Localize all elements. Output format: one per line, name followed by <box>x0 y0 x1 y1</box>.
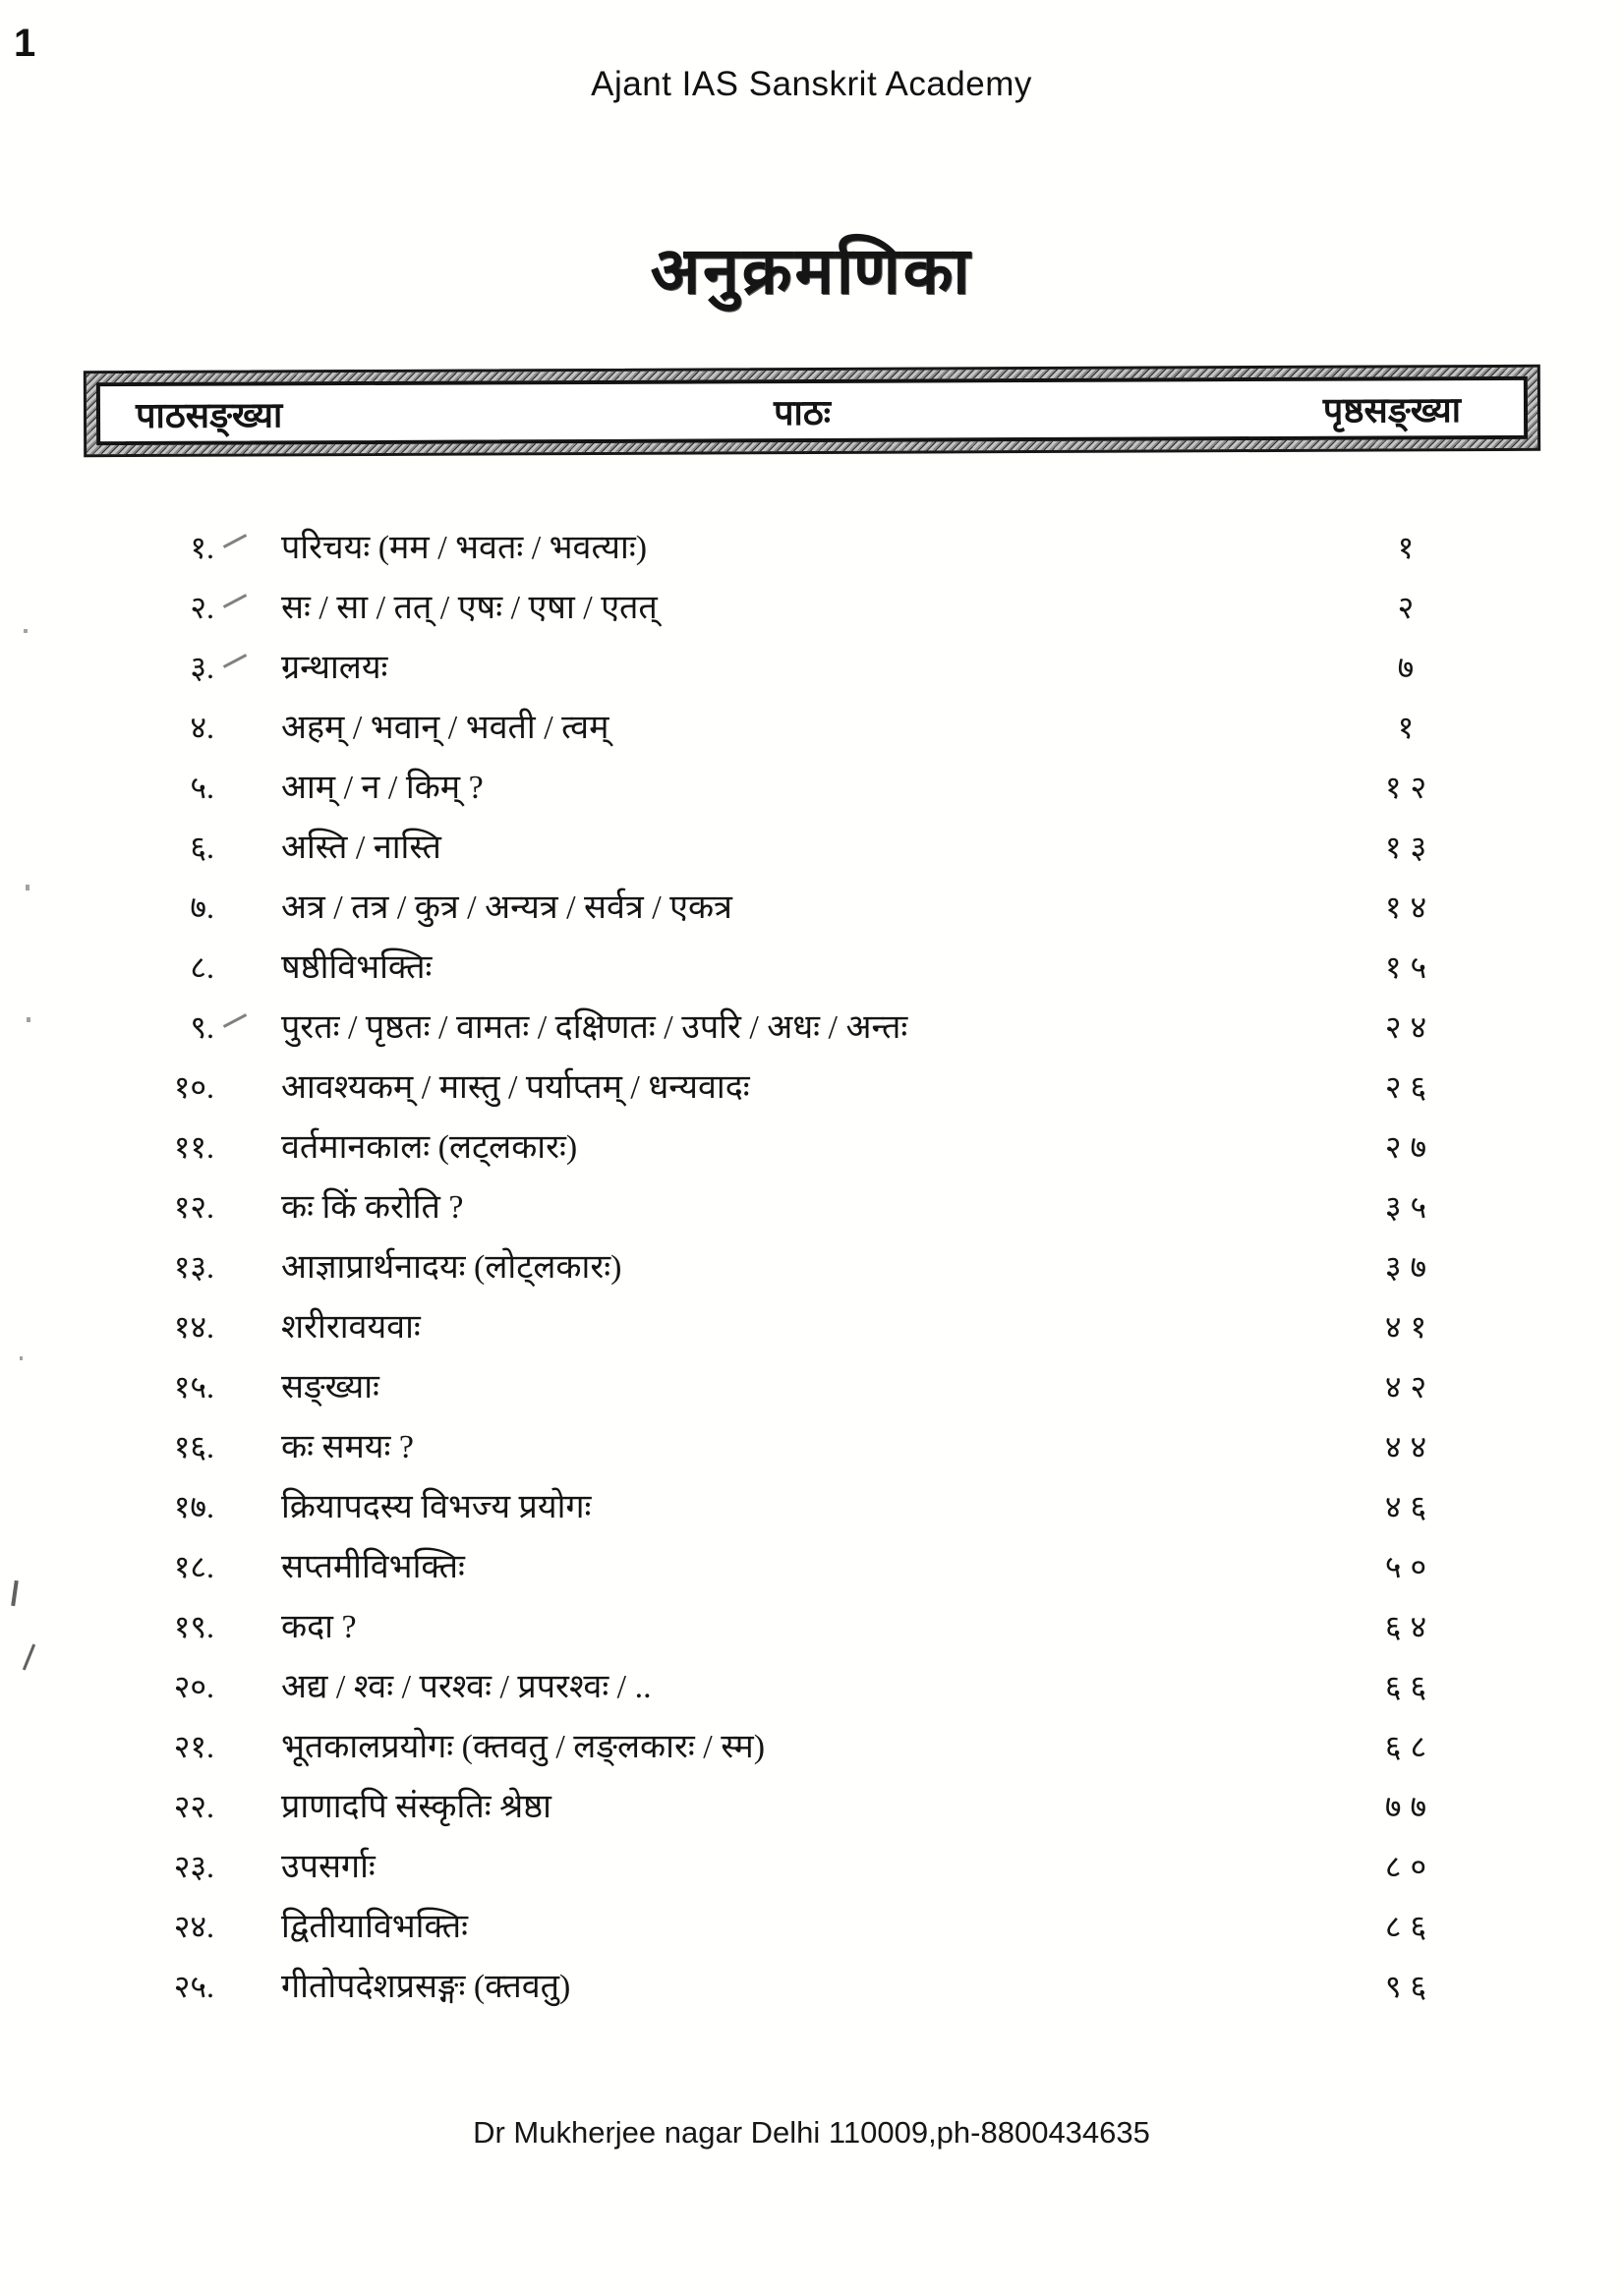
column-header-lesson-number: पाठसङ्ख्या <box>135 394 283 435</box>
page-number: २ <box>1397 590 1423 625</box>
page-number: ४६ <box>1384 1489 1436 1524</box>
lesson-number: २५. <box>173 1969 214 2004</box>
lesson-number: २०. <box>173 1669 214 1704</box>
lesson-title: अद्य / श्वः / परश्वः / प्रपरश्वः / .. <box>281 1669 652 1705</box>
table-row <box>116 1362 1484 1422</box>
lesson-title: कः समयः ? <box>281 1429 414 1465</box>
table-row <box>116 1902 1484 1962</box>
page-number: १५ <box>1384 949 1436 985</box>
pencil-stray-mark <box>23 1643 35 1670</box>
lesson-number: ३. <box>116 646 214 688</box>
page-number: ३७ <box>1384 1249 1436 1285</box>
lesson-number: २२. <box>173 1789 214 1824</box>
lesson-title: कः किं करोति ? <box>281 1189 464 1226</box>
lesson-number: १६. <box>173 1429 214 1464</box>
pencil-stray-mark <box>11 1580 19 1606</box>
lesson-number: १९. <box>173 1609 214 1644</box>
page-number: ६८ <box>1384 1729 1436 1764</box>
table-row <box>116 1962 1484 2022</box>
scan-speck <box>27 1017 30 1022</box>
lesson-number: १२. <box>173 1189 214 1225</box>
page-number: १ <box>1397 710 1423 745</box>
lesson-number: २३. <box>173 1849 214 1884</box>
page-number: २७ <box>1384 1129 1436 1165</box>
table-row <box>116 523 1484 583</box>
pencil-tick-mark <box>223 1013 247 1028</box>
lesson-title: प्राणादपि संस्कृतिः श्रेष्ठा <box>281 1789 551 1825</box>
page-number: १३ <box>1384 830 1436 865</box>
page-number: ४१ <box>1384 1309 1436 1345</box>
lesson-number: १८. <box>173 1549 214 1584</box>
lesson-title: आवश्यकम् / मास्तु / पर्याप्तम् / धन्यवादः <box>281 1069 750 1106</box>
lesson-title: अत्र / तत्र / कुत्र / अन्यत्र / सर्वत्र / एकत्र <box>281 890 732 926</box>
lesson-title: सप्तमीविभक्तिः <box>281 1549 465 1585</box>
scan-speck <box>24 629 28 633</box>
pencil-tick-mark <box>223 654 247 668</box>
table-row <box>116 1422 1484 1482</box>
table-row <box>116 1302 1484 1362</box>
scan-speck <box>20 1356 23 1360</box>
lesson-number: १४. <box>173 1309 214 1345</box>
page-number: ६४ <box>1384 1609 1436 1644</box>
table-row <box>116 1182 1484 1242</box>
page-number: ८० <box>1384 1849 1436 1884</box>
lesson-title: अस्ति / नास्ति <box>281 830 441 866</box>
lesson-title: परिचयः (मम / भवतः / भवत्याः) <box>281 530 648 566</box>
page-number: ६६ <box>1384 1669 1436 1704</box>
table-row <box>116 1242 1484 1302</box>
lesson-number: १३. <box>173 1249 214 1285</box>
lesson-title: भूतकालप्रयोगः (क्तवतु / लङ्लकारः / स्म) <box>281 1729 766 1765</box>
lesson-number: १०. <box>173 1069 214 1105</box>
page-number: ७ <box>1397 650 1423 685</box>
toc-row-list <box>116 523 1484 2022</box>
table-header-box <box>84 365 1540 457</box>
lesson-title: वर्तमानकालः (लट्लकारः) <box>281 1129 578 1166</box>
lesson-title: आज्ञाप्रार्थनादयः (लोट्लकारः) <box>281 1249 622 1286</box>
table-row <box>116 1003 1484 1062</box>
lesson-number: १५. <box>173 1369 214 1405</box>
lesson-title: द्वितीयाविभक्तिः <box>281 1909 468 1945</box>
lesson-number: १७. <box>173 1489 214 1524</box>
table-header-row <box>96 376 1528 445</box>
table-row <box>116 1722 1484 1782</box>
lesson-number: ८. <box>190 949 214 985</box>
lesson-title: सः / सा / तत् / एषः / एषा / एतत् <box>281 590 658 626</box>
page-number: ८६ <box>1384 1909 1436 1944</box>
table-row <box>116 1662 1484 1722</box>
page-number: ४२ <box>1384 1369 1436 1405</box>
lesson-title: ग्रन्थालयः <box>281 650 388 686</box>
page-number: १२ <box>1384 770 1436 805</box>
table-row <box>116 643 1484 703</box>
page-number: १४ <box>1384 890 1436 925</box>
page-title: अनुक्रमणिका <box>650 236 973 308</box>
table-row <box>116 703 1484 763</box>
lesson-title: पुरतः / पृष्ठतः / वामतः / दक्षिणतः / उपरि / अधः / अन्तः <box>281 1009 908 1046</box>
page-number: ५० <box>1384 1549 1436 1584</box>
table-row <box>116 943 1484 1003</box>
lesson-number: २. <box>116 586 214 628</box>
lesson-title: उपसर्गाः <box>281 1849 376 1885</box>
lesson-number: १. <box>116 526 214 568</box>
page-number: १ <box>1397 530 1423 565</box>
table-row <box>116 763 1484 823</box>
lesson-number: ११. <box>173 1129 214 1165</box>
page-number: ७७ <box>1384 1789 1436 1824</box>
lesson-number: २१. <box>173 1729 214 1764</box>
lesson-title: षष्ठीविभक्तिः <box>281 949 433 986</box>
lesson-title: सङ्ख्याः <box>281 1369 379 1406</box>
page-number: २६ <box>1384 1069 1436 1105</box>
lesson-number: ४. <box>190 710 214 745</box>
page-number: ३५ <box>1384 1189 1436 1225</box>
page-number: २४ <box>1384 1009 1436 1045</box>
lesson-title: शरीरावयवाः <box>281 1309 421 1346</box>
lesson-title: कदा ? <box>281 1609 357 1645</box>
lesson-number: ५. <box>190 770 214 805</box>
lesson-number: ६. <box>190 830 214 865</box>
scan-speck <box>26 885 29 890</box>
table-row <box>116 1602 1484 1662</box>
page-number: ९६ <box>1384 1969 1436 2004</box>
table-row <box>116 883 1484 943</box>
lesson-title: क्रियापदस्य विभज्य प्रयोगः <box>281 1489 592 1525</box>
table-row <box>116 823 1484 883</box>
lesson-number: ९. <box>116 1005 214 1048</box>
table-row <box>116 583 1484 643</box>
lesson-number: २४. <box>173 1909 214 1944</box>
academy-name-header: Ajant IAS Sanskrit Academy <box>591 65 1032 103</box>
lesson-number: ७. <box>190 890 214 925</box>
table-row <box>116 1122 1484 1182</box>
column-header-page-number: पृष्ठसङ्ख्या <box>1322 389 1462 430</box>
column-header-lesson: पाठः <box>773 392 832 432</box>
table-row <box>116 1842 1484 1902</box>
lesson-title: अहम् / भवान् / भवती / त्वम् <box>281 710 609 746</box>
table-row <box>116 1482 1484 1542</box>
lesson-title: गीतोपदेशप्रसङ्गः (क्तवतु) <box>281 1969 571 2005</box>
pencil-tick-mark <box>223 594 247 608</box>
lesson-title: आम् / न / किम् ? <box>281 770 484 806</box>
page-number: ४४ <box>1384 1429 1436 1464</box>
table-row <box>116 1782 1484 1842</box>
table-row <box>116 1062 1484 1122</box>
table-row <box>116 1542 1484 1602</box>
pencil-tick-mark <box>223 534 247 548</box>
corner-page-number: 1 <box>14 22 36 65</box>
footer-contact-line: Dr Mukherjee nagar Delhi 110009,ph-8800434635 <box>473 2115 1150 2150</box>
